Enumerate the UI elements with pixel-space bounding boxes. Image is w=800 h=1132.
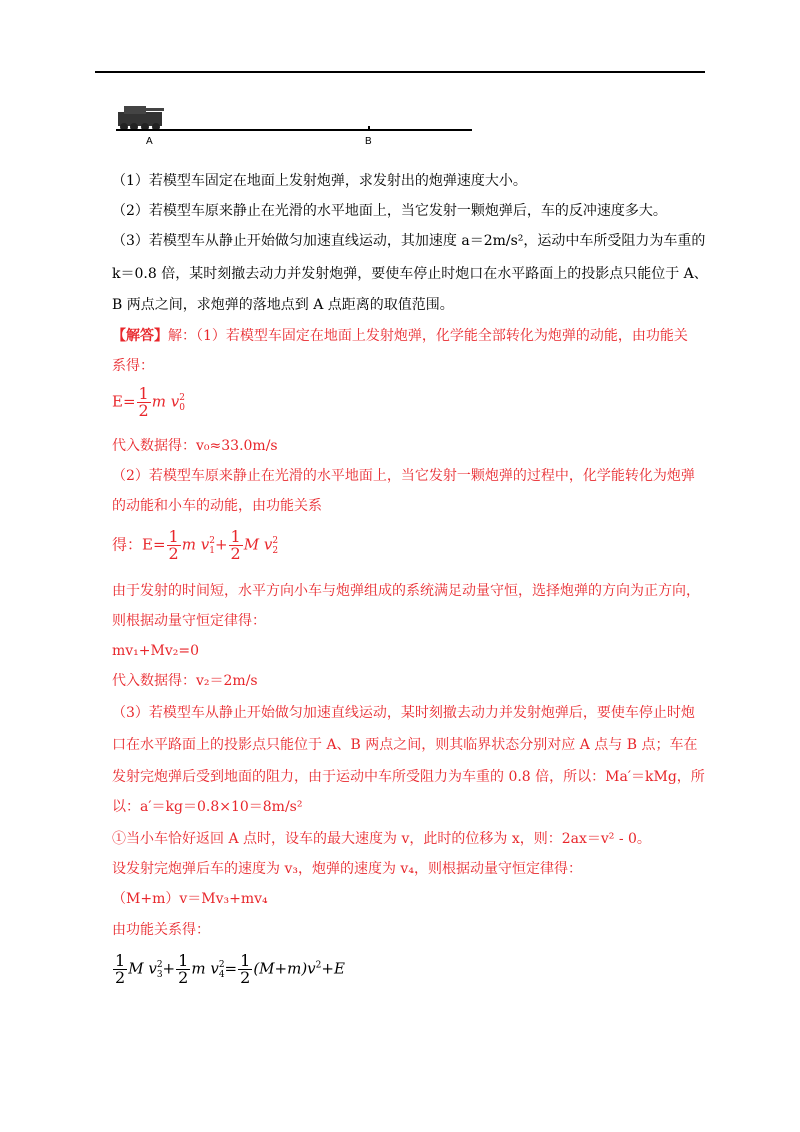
answer-3-line-7: （M+m）v＝Mv₃+mv₄ (112, 891, 268, 907)
answer-1-line-3: 代入数据得：v₀≈33.0m/s (112, 438, 278, 454)
eq1-lhs: E= (112, 392, 136, 411)
answer-3-line-5: ①当小车恰好返回 A 点时，设车的最大速度为 v，此时的位移为 x，则：2ax＝v² - 0。 (112, 831, 651, 847)
answer-3-line-3: 发射完炮弹后受到地面的阻力，由于运动中车所受阻力为车重的 0.8 倍，所以：Ma′＝kMg，所 (112, 769, 705, 785)
equation-3: $\frac{1}{2}$ M v 2 3 + $\frac{1}{2}$ m v 2 4 = $\frac{1}{2}$ $(M+m)v^2+E$ (115, 951, 345, 987)
question-3-line-3: B 两点之间，求炮弹的落地点到 A 点距离的取值范围。 (112, 297, 454, 313)
answer-3-line-8: 由功能关系得： (112, 922, 210, 938)
answer-2-line-3: 由于发射的时间短，水平方向小车与炮弹组成的系统满足动量守恒，选择炮弹的方向为正方向， (112, 583, 700, 599)
answer-3-line-4: 以：a′＝kg＝0.8×10＝8m/s² (112, 799, 303, 815)
equation-2: 得：E= $\frac{1}{2}$ m v 2 1 + $\frac{1}{2}$ M v 2 2 (112, 527, 279, 563)
answer-2-line-1: （2）若模型车原来静止在光滑的水平地面上，当它发射一颗炮弹的过程中，化学能转化为炮弹 (112, 468, 695, 484)
question-3-line-2: k＝0.8 倍，某时刻撤去动力并发射炮弹，要使车停止时炮口在水平路面上的投影点只能位于 A、 (112, 266, 708, 282)
answer-2-line-6: 代入数据得：v₂＝2m/s (112, 673, 258, 689)
cart-track-figure (112, 98, 482, 150)
header-rule (95, 71, 705, 73)
answer-2-line-5: mv₁+Mv₂=0 (112, 643, 200, 659)
answer-1-line-2: 系得： (112, 358, 154, 374)
answer-2-line-2: 的动能和小车的动能，由功能关系 (112, 498, 322, 514)
model-cart-icon (118, 106, 164, 131)
question-1: （1）若模型车固定在地面上发射炮弹，求发射出的炮弹速度大小。 (112, 173, 527, 189)
answer-tag: 【解答】 (112, 328, 168, 344)
answer-3-line-6: 设发射完炮弹后车的速度为 v₃，炮弹的速度为 v₄，则根据动量守恒定律得： (112, 861, 582, 877)
point-b-label: B (365, 136, 372, 147)
point-a-label: A (146, 136, 153, 147)
answer-1-line-1 (112, 327, 688, 345)
equation-1: E= $\frac{1}{2}$ m v 2 0 (112, 384, 185, 420)
question-3-line-1: （3）若模型车从静止开始做匀加速直线运动，其加速度 a＝2m/s²，运动中车所受阻力为车重的 (112, 233, 706, 249)
eq1-fraction: $\frac{1}{2}$ (138, 384, 149, 420)
answer-3-line-2: 口在水平路面上的投影点只能位于 A、B 两点之间，则其临界状态分别对应 A 点与 B 点；车在 (112, 737, 698, 753)
answer-2-line-4: 则根据动量守恒定律得： (112, 613, 266, 629)
answer-3-line-1: （3）若模型车从静止开始做匀加速直线运动，某时刻撤去动力并发射炮弹后，要使车停止时炮 (112, 705, 695, 721)
answer-1-text: 解：（1）若模型车固定在地面上发射炮弹，化学能全部转化为炮弹的动能，由功能关 (168, 328, 688, 344)
question-2: （2）若模型车原来静止在光滑的水平地面上，当它发射一颗炮弹后，车的反冲速度多大。 (112, 203, 667, 219)
